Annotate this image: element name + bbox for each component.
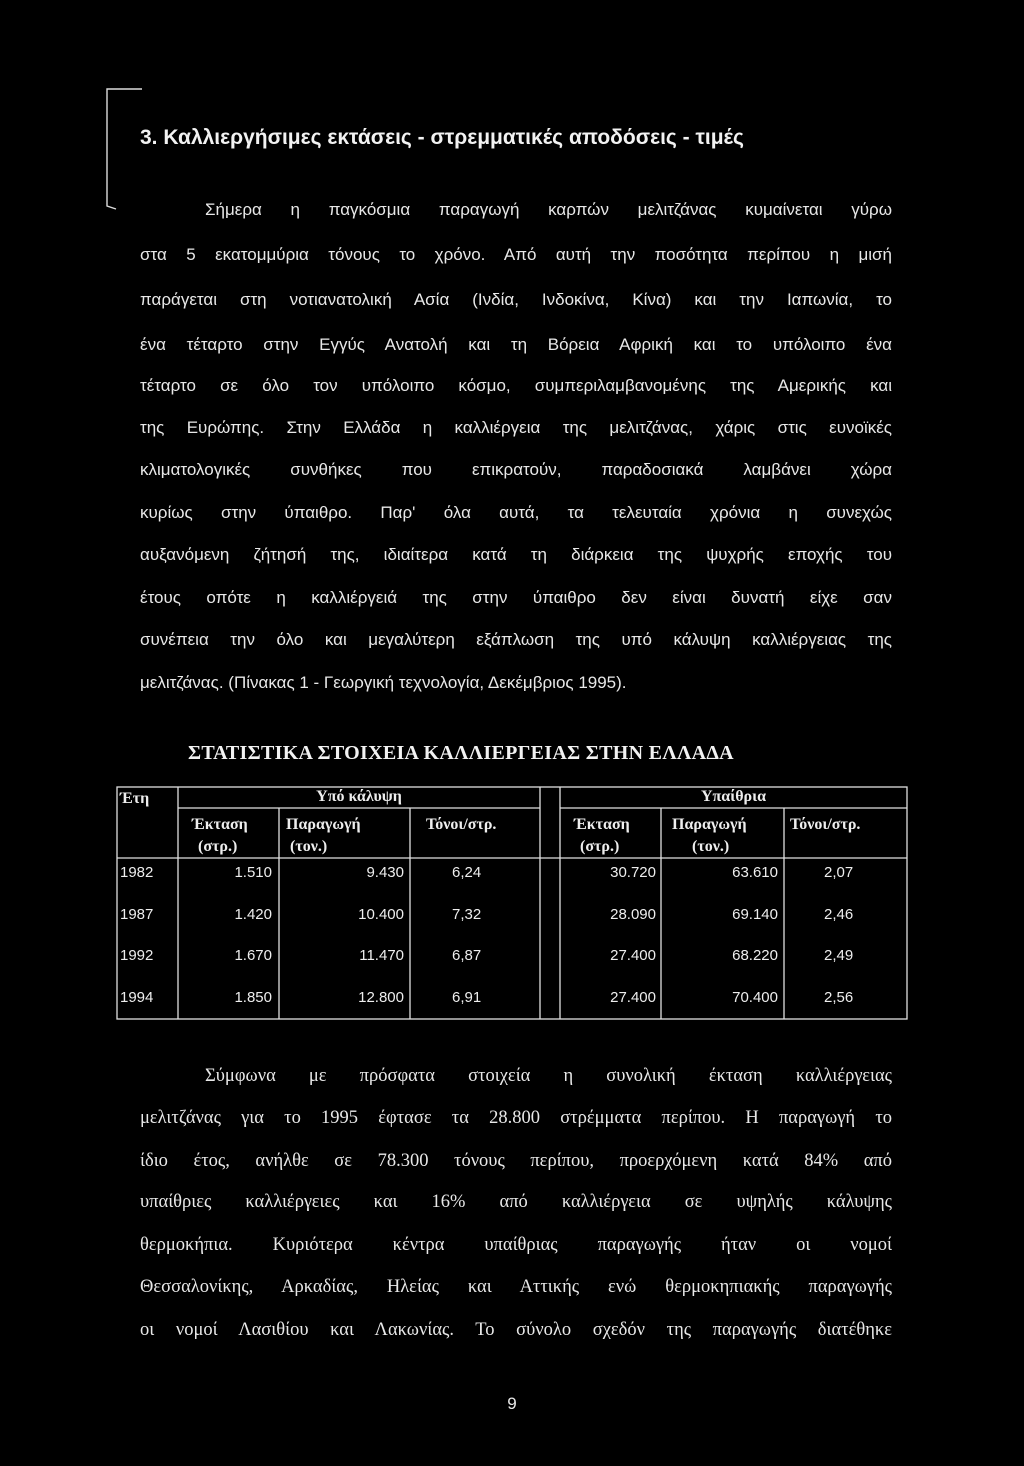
table-cell-c-yield: 6,87 <box>452 947 482 964</box>
table-cell-c-area: 1.670 <box>234 947 272 964</box>
table-cell-o-yield: 2,46 <box>824 906 854 923</box>
header-covered: Υπό κάλυψη <box>316 788 402 805</box>
paragraph-line: ίδιο έτος, ανήλθε σε 78.300 τόνους περίπου, προερχόμενη κατά 84% από <box>140 1151 892 1171</box>
paragraph-line: αυξανόμενη ζήτησή της, ιδιαίτερα κατά τη διάρκεια της ψυχρής εποχής του <box>140 545 892 564</box>
table-cell-c-yield: 6,91 <box>452 989 482 1006</box>
table-cell-year: 1992 <box>120 947 154 964</box>
table-cell-c-area: 1.850 <box>234 989 272 1006</box>
header-covered-production-unit: (τον.) <box>290 838 328 855</box>
header-open-area: Έκταση <box>574 816 630 833</box>
paragraph-line: υπαίθριες καλλιέργειες και 16% από καλλιέργεια σε υψηλής κάλυψης <box>140 1192 892 1212</box>
paragraph-line: κλιματολογικές συνθήκες που επικρατούν, παραδοσιακά λαμβάνει χώρα <box>140 460 892 479</box>
table-cell-c-prod: 10.400 <box>358 906 404 923</box>
table-cell-o-area: 28.090 <box>610 906 656 923</box>
table-cell-c-yield: 6,24 <box>452 864 482 881</box>
paragraph-line: έτους οπότε η καλλιέργειά της στην ύπαιθρο δεν είναι δυνατή είχε σαν <box>140 588 892 607</box>
paragraph-line: της Ευρώπης. Στην Ελλάδα η καλλιέργεια της μελιτζάνας, χάρις στις ευνοϊκές <box>140 418 892 437</box>
corner-bracket-mark <box>104 88 144 210</box>
paragraph-line: μελιτζάνας. (Πίνακας 1 - Γεωργική τεχνολογία, Δεκέμβριος 1995). <box>140 673 627 692</box>
header-covered-area: Έκταση <box>192 816 248 833</box>
paragraph-line: ένα τέταρτο στην Εγγύς Ανατολή και τη Βόρεια Αφρική και το υπόλοιπο ένα <box>140 335 892 354</box>
paragraph-line: Σύμφωνα με πρόσφατα στοιχεία η συνολική έκταση καλλιέργειας <box>205 1066 892 1086</box>
paragraph-line: τέταρτο σε όλο τον υπόλοιπο κόσμο, συμπεριλαμβανομένης της Αμερικής και <box>140 376 892 395</box>
table-cell-o-yield: 2,56 <box>824 989 854 1006</box>
table-cell-o-area: 27.400 <box>610 947 656 964</box>
table-cell-c-area: 1.510 <box>234 864 272 881</box>
table-cell-o-prod: 68.220 <box>732 947 778 964</box>
paragraph-line: στα 5 εκατομμύρια τόνους το χρόνο. Από αυτή την ποσότητα περίπου η μισή <box>140 245 892 264</box>
table-cell-o-prod: 69.140 <box>732 906 778 923</box>
table-cell-year: 1994 <box>120 989 154 1006</box>
header-open-area-unit: (στρ.) <box>580 838 620 855</box>
header-open-production-unit: (τον.) <box>692 838 730 855</box>
page-number: 9 <box>507 1394 517 1413</box>
paragraph-line: κυρίως στην ύπαιθρο. Παρ' όλα αυτά, τα τελευταία χρόνια η συνεχώς <box>140 503 892 522</box>
table-cell-c-yield: 7,32 <box>452 906 482 923</box>
header-covered-yield: Τόνοι/στρ. <box>426 816 497 833</box>
table-cell-o-yield: 2,07 <box>824 864 854 881</box>
header-open-air: Υπαίθρια <box>700 788 766 805</box>
table-cell-o-prod: 63.610 <box>732 864 778 881</box>
header-covered-production: Παραγωγή <box>286 816 361 833</box>
table-cell-year: 1982 <box>120 864 154 881</box>
paragraph-line: θερμοκήπια. Κυριότερα κέντρα υπαίθριας παραγωγής ήταν οι νομοί <box>140 1235 892 1255</box>
table-cell-c-area: 1.420 <box>234 906 272 923</box>
paragraph-line: συνέπεια την όλο και μεγαλύτερη εξάπλωση της υπό κάλυψη καλλιέργειας της <box>140 630 892 649</box>
paragraph-line: Σήμερα η παγκόσμια παραγωγή καρπών μελιτζάνας κυμαίνεται γύρω <box>205 200 892 219</box>
paragraph-line: παράγεται στη νοτιανατολική Ασία (Ινδία, Ινδοκίνα, Κίνα) και την Ιαπωνία, το <box>140 290 892 309</box>
table-cell-c-prod: 9.430 <box>366 864 404 881</box>
table-cell-year: 1987 <box>120 906 154 923</box>
paragraph-line: οι νομοί Λασιθίου και Λακωνίας. Το σύνολο σχεδόν της παραγωγής διατέθηκε <box>140 1320 892 1340</box>
table-cell-c-prod: 11.470 <box>359 947 404 964</box>
table-title: ΣΤΑΤΙΣΤΙΚΑ ΣΤΟΙΧΕΙΑ ΚΑΛΛΙΕΡΓΕΙΑΣ ΣΤΗΝ ΕΛΛΑΔΑ <box>188 742 734 764</box>
header-years: Έτη <box>120 790 150 807</box>
header-open-yield: Τόνοι/στρ. <box>790 816 861 833</box>
table-cell-o-area: 30.720 <box>610 864 656 881</box>
statistics-table <box>116 786 908 1020</box>
header-covered-area-unit: (στρ.) <box>198 838 238 855</box>
table-cell-o-yield: 2,49 <box>824 947 854 964</box>
section-heading: 3. Καλλιεργήσιμες εκτάσεις - στρεμματικές αποδόσεις - τιμές <box>140 126 744 149</box>
paragraph-line: Θεσσαλονίκης, Αρκαδίας, Ηλείας και Αττικής ενώ θερμοκηπιακής παραγωγής <box>140 1277 892 1297</box>
table-cell-o-prod: 70.400 <box>732 989 778 1006</box>
paragraph-line: μελιτζάνας για το 1995 έφτασε τα 28.800 στρέμματα περίπου. Η παραγωγή το <box>140 1108 892 1128</box>
table-cell-c-prod: 12.800 <box>358 989 404 1006</box>
header-open-production: Παραγωγή <box>672 816 747 833</box>
table-cell-o-area: 27.400 <box>610 989 656 1006</box>
